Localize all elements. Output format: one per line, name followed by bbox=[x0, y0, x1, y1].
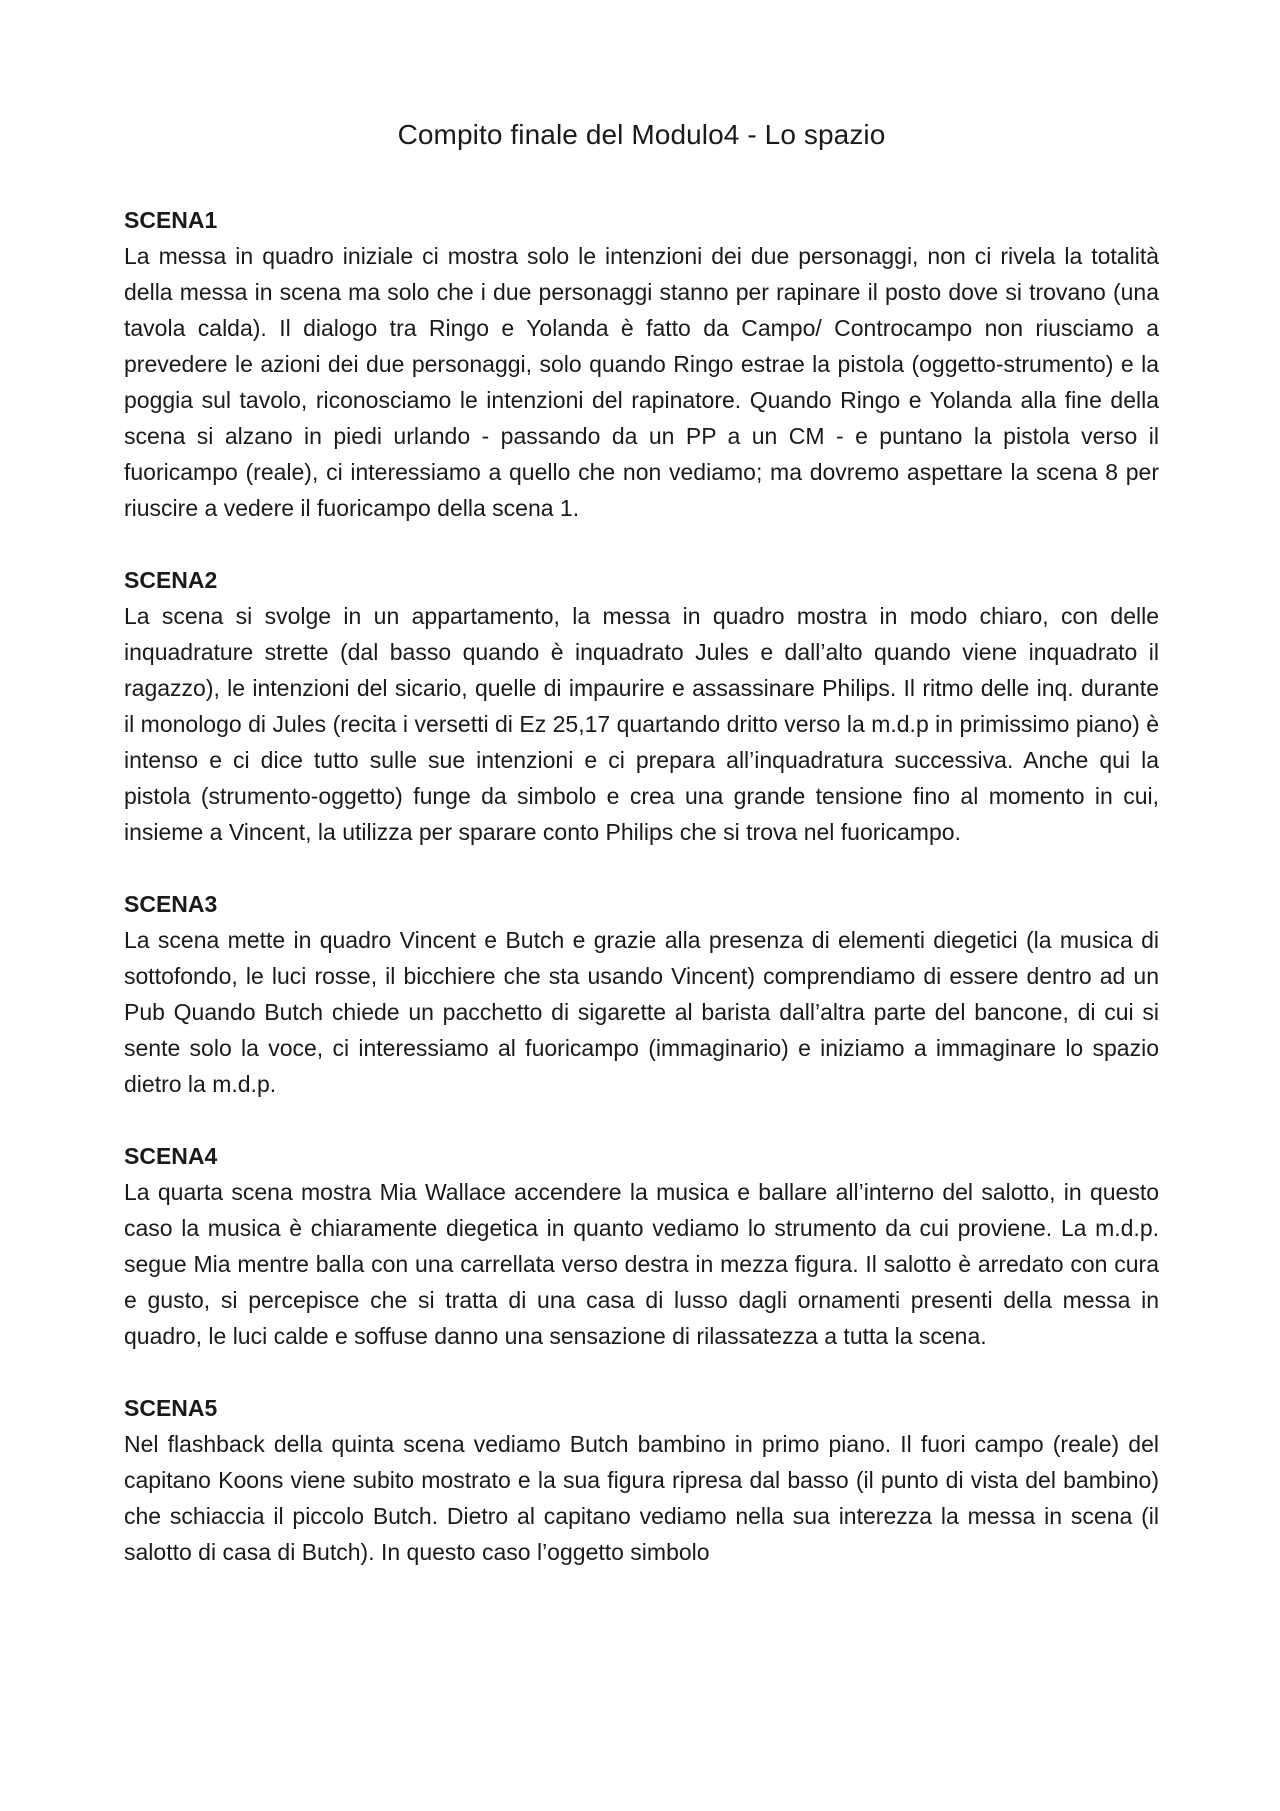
section-heading: SCENA3 bbox=[124, 891, 218, 917]
document-title: Compito finale del Modulo4 - Lo spazio bbox=[397, 119, 886, 150]
section-body: La quarta scena mostra Mia Wallace accendere la musica e ballare all’interno del salotto, in questo caso la musica è chiaramente diegetica in quanto vediamo lo strumento da cui proviene. La m.d.p. segue Mia mentre balla con una carrellata verso destra in mezza figura. Il salotto è arredato con cura e gusto, si percepisce che si tratta di una casa di lusso dagli ornamenti presenti della messa in quadro, le luci calde e soffuse danno una sensazione di rilassatezza a tutta la scena. bbox=[124, 1179, 1159, 1349]
section-body: La scena mette in quadro Vincent e Butch e grazie alla presenza di elementi diegetici (la musica di sottofondo, le luci rosse, il bicchiere che sta usando Vincent) comprendiamo di essere dentro ad un Pub Quando Butch chiede un pacchetto di sigarette al barista dall’altra parte del bancone, di cui si sente solo la voce, ci interessiamo al fuoricampo (immaginario) e iniziamo a immaginare lo spazio dietro la m.d.p. bbox=[124, 927, 1159, 1097]
section-body: Nel flashback della quinta scena vediamo Butch bambino in primo piano. Il fuori campo (reale) del capitano Koons viene subito mostrato e la sua figura ripresa dal basso (il punto di vista del bambino) che schiaccia il piccolo Butch. Dietro al capitano vediamo nella sua interezza la messa in scena (il salotto di casa di Butch). In questo caso l’oggetto simbolo bbox=[124, 1431, 1159, 1565]
section-scena1 bbox=[124, 202, 1159, 526]
section-scena2 bbox=[124, 562, 1159, 850]
section-scena5 bbox=[124, 1390, 1159, 1570]
section-body: La messa in quadro iniziale ci mostra solo le intenzioni dei due personaggi, non ci rivela la totalità della messa in scena ma solo che i due personaggi stanno per rapinare il posto dove si trovano (una tavola calda). Il dialogo tra Ringo e Yolanda è fatto da Campo/ Controcampo non riusciamo a prevedere le azioni dei due personaggi, solo quando Ringo estrae la pistola (oggetto-strumento) e la poggia sul tavolo, riconosciamo le intenzioni del rapinatore. Quando Ringo e Yolanda alla fine della scena si alzano in piedi urlando - passando da un PP a un CM - e puntano la pistola verso il fuoricampo (reale), ci interessiamo a quello che non vediamo; ma dovremo aspettare la scena 8 per riuscire a vedere il fuoricampo della scena 1. bbox=[124, 243, 1159, 521]
section-heading: SCENA4 bbox=[124, 1143, 218, 1169]
section-heading: SCENA1 bbox=[124, 207, 218, 233]
section-scena4 bbox=[124, 1138, 1159, 1354]
section-heading: SCENA2 bbox=[124, 567, 218, 593]
section-body: La scena si svolge in un appartamento, la messa in quadro mostra in modo chiaro, con delle inquadrature strette (dal basso quando è inquadrato Jules e dall’alto quando viene inquadrato il ragazzo), le intenzioni del sicario, quelle di impaurire e assassinare Philips. Il ritmo delle inq. durante il monologo di Jules (recita i versetti di Ez 25,17 quartando dritto verso la m.d.p in primissimo piano) è intenso e ci dice tutto sulle sue intenzioni e ci prepara all’inquadratura successiva. Anche qui la pistola (strumento-oggetto) funge da simbolo e crea una grande tensione fino al momento in cui, insieme a Vincent, la utilizza per sparare conto Philips che si trova nel fuoricampo. bbox=[124, 603, 1159, 845]
section-scena3 bbox=[124, 886, 1159, 1102]
section-heading: SCENA5 bbox=[124, 1395, 218, 1421]
